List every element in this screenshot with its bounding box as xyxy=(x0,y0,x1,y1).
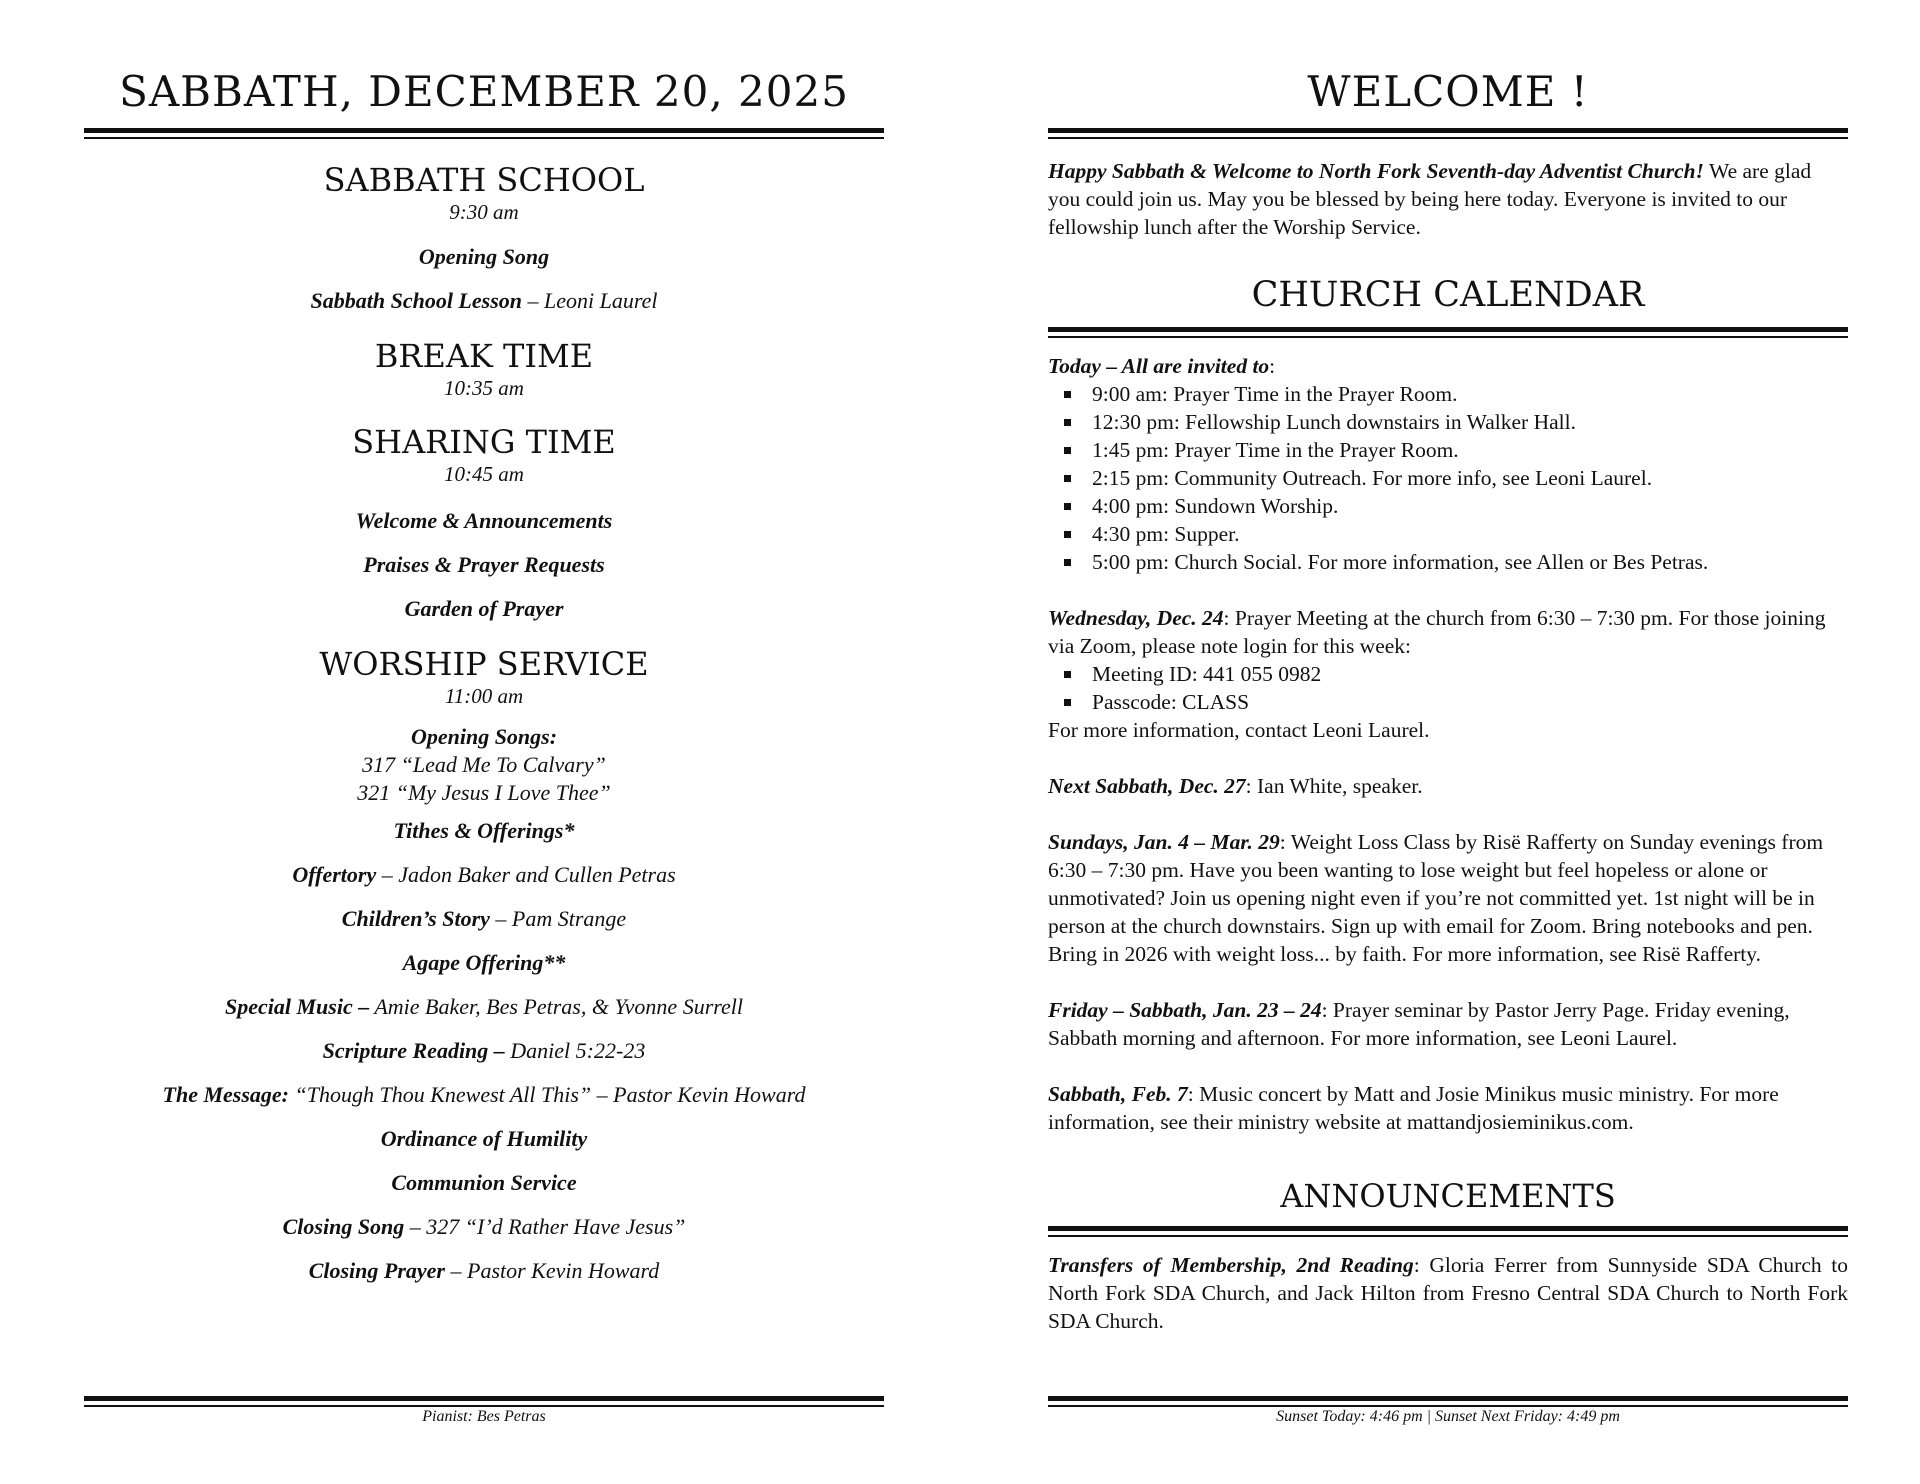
left-page xyxy=(84,0,884,1425)
transfers-announcement: Transfers of Membership, 2nd Reading: Gloria Ferrer from Sunnyside SDA Church to North Fork SDA Church, and Jack Hilton from Fresno Central SDA Church to North Fork SDA Church. xyxy=(1048,1253,1848,1333)
today-heading: Today – All are invited to: xyxy=(1048,354,1276,378)
program-item: Garden of Prayer xyxy=(404,596,564,621)
program-item: Tithes & Offerings* xyxy=(393,818,575,843)
today-list xyxy=(1048,380,1848,576)
calendar-entry-friday: Friday – Sabbath, Jan. 23 – 24: Prayer seminar by Pastor Jerry Page. Friday evening, Sabbath morning and afternoon. For more information, see Leoni Laurel. xyxy=(1048,998,1790,1050)
sabbath-school-section xyxy=(84,161,884,315)
welcome-paragraph: Happy Sabbath & Welcome to North Fork Seventh-day Adventist Church! We are glad you could join us. May you be blessed by being here today. Everyone is invited to our fellowship lunch after the Worship Service. xyxy=(1048,159,1812,239)
worship-items xyxy=(84,817,884,1285)
calendar-bullet-item: 5:00 pm: Church Social. For more information, see Allen or Bes Petras. xyxy=(1056,548,1848,576)
zoom-detail-item: Meeting ID: 441 055 0982 xyxy=(1056,660,1848,688)
break-time-heading: BREAK TIME xyxy=(374,337,594,375)
zoom-details-list xyxy=(1048,660,1848,716)
pianist-note: Pianist: Bes Petras xyxy=(422,1408,546,1425)
opening-song: 321 “My Jesus I Love Thee” xyxy=(357,780,611,805)
calendar-rule xyxy=(1048,327,1848,338)
opening-song: 317 “Lead Me To Calvary” xyxy=(362,752,606,777)
program-item: Opening Song xyxy=(418,244,550,269)
program-item: Children’s Story – Pam Strange xyxy=(341,906,627,931)
page-title-date: SABBATH, DECEMBER 20, 2025 xyxy=(119,67,849,116)
title-rule xyxy=(1048,128,1848,139)
calendar-bullet-item: 1:45 pm: Prayer Time in the Prayer Room. xyxy=(1056,436,1848,464)
sabbath-school-heading: SABBATH SCHOOL xyxy=(323,161,645,199)
program-item: Sabbath School Lesson – Leoni Laurel xyxy=(310,288,658,313)
program-item: The Message: “Though Thou Knewest All This” – Pastor Kevin Howard xyxy=(162,1082,806,1107)
break-time-time: 10:35 am xyxy=(444,376,524,400)
sharing-time-time: 10:45 am xyxy=(444,462,524,486)
right-page xyxy=(1048,0,1848,1425)
calendar-bullet-item: 4:30 pm: Supper. xyxy=(1056,520,1848,548)
calendar-entry-feb7: Sabbath, Feb. 7: Music concert by Matt and Josie Minikus music ministry. For more information, see their ministry website at mattandjosieminikus.com. xyxy=(1048,1082,1779,1134)
program-item: Ordinance of Humility xyxy=(380,1126,588,1151)
sabbath-school-time: 9:30 am xyxy=(449,200,519,224)
sunset-times: Sunset Today: 4:46 pm | Sunset Next Friday: 4:49 pm xyxy=(1276,1408,1620,1425)
title-rule xyxy=(84,128,884,139)
church-calendar-heading: CHURCH CALENDAR xyxy=(1251,275,1645,315)
break-time-section xyxy=(84,337,884,401)
calendar-bullet-item: 12:30 pm: Fellowship Lunch downstairs in Walker Hall. xyxy=(1056,408,1848,436)
program-item: Closing Song – 327 “I’d Rather Have Jesus” xyxy=(282,1214,686,1239)
calendar-bullet-item: 9:00 am: Prayer Time in the Prayer Room. xyxy=(1056,380,1848,408)
program-item: Welcome & Announcements xyxy=(355,508,613,533)
program-item: Communion Service xyxy=(391,1170,577,1195)
calendar-entry-next-sabbath: Next Sabbath, Dec. 27: Ian White, speaker. xyxy=(1048,774,1423,798)
program-item: Agape Offering** xyxy=(402,950,566,975)
wednesday-contact: For more information, contact Leoni Laurel. xyxy=(1048,718,1430,742)
calendar-entry-wednesday: Wednesday, Dec. 24: Prayer Meeting at the church from 6:30 – 7:30 pm. For those joining via Zoom, please note login for this week: xyxy=(1048,606,1826,658)
announcements-heading: ANNOUNCEMENTS xyxy=(1280,1177,1616,1215)
program-item: Closing Prayer – Pastor Kevin Howard xyxy=(308,1258,660,1283)
worship-time: 11:00 am xyxy=(444,684,524,708)
calendar-bullet-item: 2:15 pm: Community Outreach. For more info, see Leoni Laurel. xyxy=(1056,464,1848,492)
announcements-rule xyxy=(1048,1226,1848,1237)
worship-heading: WORSHIP SERVICE xyxy=(319,645,649,683)
opening-songs-label: Opening Songs: xyxy=(410,724,558,749)
program-item: Praises & Prayer Requests xyxy=(363,552,605,577)
program-item: Scripture Reading – Daniel 5:22-23 xyxy=(322,1038,646,1063)
calendar-bullet-item: 4:00 pm: Sundown Worship. xyxy=(1056,492,1848,520)
sharing-time-heading: SHARING TIME xyxy=(352,423,616,461)
zoom-detail-item: Passcode: CLASS xyxy=(1056,688,1848,716)
program-item: Special Music – Amie Baker, Bes Petras, & Yvonne Surrell xyxy=(225,994,743,1019)
calendar-entry-sundays: Sundays, Jan. 4 – Mar. 29: Weight Loss Class by Risë Rafferty on Sunday evenings from 6:30 – 7:30 pm. Have you been wanting to lose weight but feel hopeless or alone or unmotivated? Join us opening night even if you’re not committed yet. 1st night will be in person at the church downstairs. Sign up with email for Zoom. Bring notebooks and pen. Bring in 2026 with weight loss... by faith. For more information, see Risë Rafferty. xyxy=(1048,830,1824,966)
page-title-welcome: WELCOME ! xyxy=(1307,67,1589,116)
program-item: Offertory – Jadon Baker and Cullen Petras xyxy=(292,862,676,887)
sharing-time-section xyxy=(84,423,884,623)
worship-section xyxy=(84,645,884,1285)
